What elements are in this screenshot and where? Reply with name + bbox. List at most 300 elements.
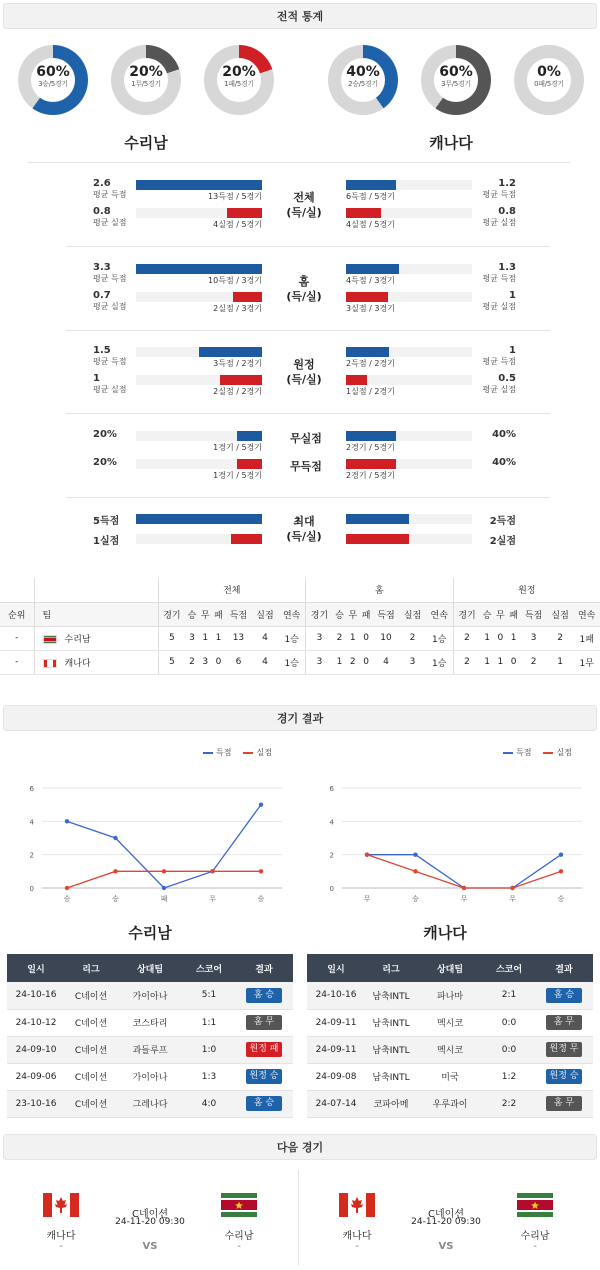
standings-blank [34,578,158,602]
next-match-left-team[interactable]: 캐나다 [46,1231,76,1242]
results-league: C네이션 [65,1063,117,1090]
home-stat-bar-track [136,292,262,302]
standings-cell: 5 [158,650,185,674]
results-header: 상대팀 [417,954,483,982]
flag-canada-icon [43,659,57,668]
legend-conceded-swatch [543,752,553,754]
flag-suriname-icon [221,1193,257,1217]
standings-sub-header: 패 [507,602,520,626]
home-stat-count: 2실점 / 2경기 [213,387,262,396]
chart-point [259,869,263,873]
results-score: 4:0 [183,1090,235,1117]
home-stat-bar-track [136,431,262,441]
record-donut [514,45,584,115]
home-stat-bar [136,514,262,524]
results-score: 0:0 [483,1009,535,1036]
standings-cell: 2 [399,626,426,650]
home-stat-label: 평균 득점 [93,274,127,283]
results-league: 남축INTL [365,982,417,1009]
home-stat-count: 3득점 / 2경기 [213,359,262,368]
stat-category: 최대 (득/실) [286,515,322,543]
donut-center [124,58,168,102]
results-header: 리그 [65,954,117,982]
standings-cell: 4 [252,626,279,650]
standings-cell: 0 [359,626,372,650]
results-row[interactable] [307,1036,593,1063]
donut-percent: 40% [346,64,380,80]
standings-cell: 3 [520,626,547,650]
legend-scored-label: 득점 [216,748,232,757]
next-match-left-team[interactable]: 캐나다 [342,1231,372,1242]
standings-cell: 0 [212,650,225,674]
standings-group-header: 전체 [158,578,306,602]
standings-sub-header: 승 [185,602,198,626]
stat-category: 무실점 [290,432,322,445]
home-stat-label: 평균 득점 [93,357,127,366]
standings-cell: 2 [453,626,480,650]
standings-cell: 2 [185,650,198,674]
away-stat-count: 1실점 / 2경기 [346,387,395,396]
away-stat-bar-track [346,292,472,302]
away-stat-value: 2득점 [489,516,516,527]
chart-series-line-conceded [67,871,261,888]
away-stat-bar [346,347,389,357]
standings-cell: 2 [520,650,547,674]
away-stat-bar [346,514,409,524]
chart-ytick-label: 0 [29,885,34,893]
chart-point [113,869,117,873]
home-stat-bar-track [136,534,262,544]
standings-cell: 1 [199,626,212,650]
chart-ytick-label: 0 [329,885,334,893]
away-team-name: 캐나다 [429,134,473,152]
next-match-vs: VS [438,1241,454,1252]
chart-xtick-label: 승 [63,895,71,903]
results-score: 2:2 [483,1090,535,1117]
results-league: C네이션 [65,1036,117,1063]
results-row[interactable] [307,1063,593,1090]
standings-cell: 1승 [278,650,305,674]
chart-ytick-label: 6 [29,785,34,793]
away-stat-bar [346,534,409,544]
results-opponent: 가이아나 [117,1063,183,1090]
chart-xtick-label: 무 [363,895,371,903]
results-header: 일시 [7,954,65,982]
chart-xtick-label: 무 [509,895,516,903]
away-stat-value: 2실점 [489,536,516,547]
chart-ytick-label: 4 [329,818,334,827]
results-row[interactable] [7,1009,293,1036]
flag-suriname-icon [43,635,57,644]
results-row[interactable] [7,1090,293,1117]
flag-canada-band [339,1193,348,1217]
results-result [535,1063,593,1090]
donut-center [31,58,75,102]
result-badge: 홈 승 [546,988,582,1003]
standings-sub-header: 패 [212,602,225,626]
standings-cell: 1승 [278,626,305,650]
chart-xtick-label: 승 [257,895,265,903]
donut-percent: 60% [36,64,70,80]
chart-point [65,819,69,823]
results-date: 24-10-16 [307,982,365,1009]
results-header: 스코어 [183,954,235,982]
results-date: 24-09-11 [307,1009,365,1036]
home-stat-label: 평균 실점 [93,218,127,227]
standings-cell: 1 [507,626,520,650]
flag-canada-band [366,1193,375,1217]
standings-sub-header: 득점 [520,602,547,626]
chart-series-line-scored [67,805,261,888]
chart-point [559,852,563,856]
away-stat-count: 2경기 / 5경기 [346,471,395,480]
results-opponent: 가이아나 [117,982,183,1009]
home-stat-bar-track [136,459,262,469]
standings-sub-header: 연속 [426,602,453,626]
standings-cell: 1승 [426,626,453,650]
home-stat-label: 평균 득점 [93,190,127,199]
home-results-team-name: 수리남 [128,924,172,942]
next-match-right-team[interactable]: 수리남 [224,1231,254,1242]
flag-canada-icon [43,1193,79,1217]
home-stat-count: 2실점 / 3경기 [213,304,262,313]
results-league: C네이션 [65,1090,117,1117]
donut-center [217,58,261,102]
results-league: 남축INTL [365,1063,417,1090]
home-stat-bar [231,534,263,544]
home-stat-count: 1경기 / 5경기 [213,471,262,480]
standings-rank: - [0,626,34,650]
results-header: 상대팀 [117,954,183,982]
results-league: C네이션 [65,1009,117,1036]
standings-cell: 1 [480,650,493,674]
standings-cell: 1패 [573,626,600,650]
legend-scored-swatch [203,752,213,754]
next-match-vs: VS [142,1241,158,1252]
results-score: 1:0 [183,1036,235,1063]
results-opponent: 멕시코 [417,1009,483,1036]
home-stat-count: 10득점 / 3경기 [208,276,262,285]
chart-point [510,886,514,890]
away-stat-bar [346,180,396,190]
flag-canada-band [70,1193,79,1217]
standings-sub-header: 패 [359,602,372,626]
chart-point [162,869,166,873]
away-stat-label: 평균 실점 [482,385,516,394]
standings-rank: - [0,650,34,674]
donut-center [341,58,385,102]
line-chart [0,745,300,903]
donut-sub: 3무/5경기 [441,80,471,88]
home-stat-bar [237,459,262,469]
results-row[interactable] [7,982,293,1009]
standings-cell: 3 [306,650,333,674]
record-donut [18,45,88,115]
chart-ytick-label: 2 [329,851,334,860]
next-match-left-rank: - [355,1241,359,1252]
flag-suriname-icon [517,1193,553,1217]
standings-cell: 2 [346,650,359,674]
home-stat-value: 1.5 [93,345,111,356]
home-stat-value: 5득점 [93,516,120,527]
standings-cell: 3 [199,650,212,674]
away-stat-value: 0.5 [498,373,516,384]
home-stat-bar [220,375,262,385]
divider [66,246,550,247]
home-stat-bar [136,264,262,274]
divider [66,497,550,498]
donut-sub: 1무/5경기 [131,80,161,88]
results-header: 리그 [365,954,417,982]
record-donut [421,45,491,115]
home-stat-bar-track [136,180,262,190]
chart-xtick-label: 무 [460,895,468,903]
results-opponent: 파나마 [417,982,483,1009]
results-opponent: 멕시코 [417,1036,483,1063]
chart-legend [203,747,272,758]
away-stat-bar-track [346,264,472,274]
match-results-header: 경기 결과 [3,705,597,731]
results-opponent: 그레나다 [117,1090,183,1117]
home-stat-bar [199,347,262,357]
standings-sub-header: 득점 [225,602,252,626]
standings-sub-header: 경기 [306,602,333,626]
chart-point [113,836,117,840]
results-date: 24-09-10 [7,1036,65,1063]
results-league: 코파아메 [365,1090,417,1117]
donut-percent: 60% [439,64,473,80]
donut-sub: 1패/5경기 [224,80,254,88]
standings-sub-header: 무 [494,602,507,626]
standings-cell: 0 [494,626,507,650]
donut-center [527,58,571,102]
away-stat-bar-track [346,180,472,190]
donut-percent: 20% [129,64,163,80]
donut-sub: 2승/5경기 [348,80,378,88]
away-stat-count: 3실점 / 3경기 [346,304,395,313]
results-score: 1:3 [183,1063,235,1090]
results-result [235,1036,293,1063]
home-stat-bar [233,292,262,302]
away-stat-label: 평균 득점 [482,190,516,199]
away-stat-bar-track [346,347,472,357]
results-result [535,982,593,1009]
results-row[interactable] [7,1063,293,1090]
standings-sub-header: 연속 [573,602,600,626]
next-match-league: C네이션 [428,1209,464,1220]
results-league: 남축INTL [365,1036,417,1063]
chart-point [413,852,417,856]
flag-canada-icon [339,1193,375,1217]
away-stat-bar [346,375,367,385]
home-stat-value: 1 [93,373,100,384]
home-stat-value: 0.7 [93,290,111,301]
standings-cell: 5 [158,626,185,650]
standings-cell: 0 [507,650,520,674]
chart-point [259,802,263,806]
result-badge: 홈 무 [546,1015,582,1030]
standings-row[interactable] [0,650,600,674]
results-row[interactable] [307,1090,593,1117]
home-team-name: 수리남 [124,134,168,152]
results-result [535,1036,593,1063]
next-match-right-team[interactable]: 수리남 [520,1231,550,1242]
home-stat-value: 2.6 [93,178,111,189]
standings-sub-header: 득점 [373,602,400,626]
away-stat-label: 평균 득점 [482,357,516,366]
chart-xtick-label: 승 [112,895,119,903]
standings-row[interactable] [0,626,600,650]
result-badge: 원정 패 [246,1042,282,1057]
results-header: 결과 [235,954,293,982]
home-stat-label: 평균 실점 [93,385,127,394]
results-result [235,982,293,1009]
donut-sub: 3승/5경기 [38,80,68,88]
chart-point [365,852,369,856]
away-stat-label: 평균 실점 [482,218,516,227]
results-result [535,1090,593,1117]
results-date: 24-09-08 [307,1063,365,1090]
legend-scored-label: 득점 [516,748,532,757]
results-date: 24-07-14 [307,1090,365,1117]
chart-ytick-label: 6 [329,785,334,793]
away-stat-count: 4실점 / 5경기 [346,220,395,229]
chart-series-line-conceded [367,855,561,888]
away-stat-value: 40% [492,457,516,468]
home-stat-value: 3.3 [93,262,111,273]
standings-team[interactable] [34,626,158,650]
donut-center [434,58,478,102]
away-stat-bar-track [346,431,472,441]
results-score: 5:1 [183,982,235,1009]
chart-ytick-label: 2 [29,851,34,860]
results-league: 남축INTL [365,1009,417,1036]
standings-cell: 6 [225,650,252,674]
standings-sub-header: 경기 [158,602,185,626]
standings-cell: 1승 [426,650,453,674]
next-match-left-rank: - [59,1241,63,1252]
standings-cell: 2 [453,650,480,674]
result-badge: 홈 승 [246,1096,282,1111]
standings-group-header: 홈 [306,578,454,602]
away-stat-count: 6득점 / 5경기 [346,192,395,201]
record-stats-header: 전적 통계 [3,3,597,29]
away-stat-value: 0.8 [498,206,516,217]
standings-team-name: 수리남 [64,634,91,645]
home-stat-value: 20% [93,429,117,440]
line-chart [300,745,600,903]
stat-category: 전체 (득/실) [286,191,322,219]
away-stat-bar-track [346,375,472,385]
donut-percent: 20% [222,64,256,80]
next-match-header: 다음 경기 [3,1134,597,1160]
standings-cell: 10 [373,626,400,650]
away-stat-bar-track [346,459,472,469]
standings-sub-header: 연속 [278,602,305,626]
standings-group-header: 원정 [453,578,600,602]
next-match-league: C네이션 [132,1209,168,1220]
standings-sub-header: 무 [199,602,212,626]
away-stat-bar-track [346,514,472,524]
next-match-right-rank: - [237,1241,241,1252]
next-match-divider [298,1170,299,1265]
next-match-right-rank: - [533,1241,537,1252]
results-header: 스코어 [483,954,535,982]
standings-cell: 1 [547,650,574,674]
results-league: C네이션 [65,982,117,1009]
result-badge: 원정 무 [546,1042,582,1057]
away-stat-value: 1.3 [498,262,516,273]
standings-blank [0,578,34,602]
divider [66,330,550,331]
home-stat-bar-track [136,208,262,218]
standings-sub-header: 실점 [252,602,279,626]
away-stat-bar [346,264,399,274]
result-badge: 홈 무 [546,1096,582,1111]
chart-point [65,886,69,890]
standings-cell: 3 [306,626,333,650]
results-row[interactable] [7,1036,293,1063]
away-stat-bar [346,208,381,218]
divider [66,413,550,414]
standings-cell: 1 [480,626,493,650]
next-match-datetime: 24-11-20 09:30 [411,1217,481,1227]
chart-point [162,886,166,890]
home-stat-value: 1실점 [93,536,120,547]
away-stat-value: 1.2 [498,178,516,189]
results-score: 0:0 [483,1036,535,1063]
donut-sub: 0패/5경기 [534,80,564,88]
results-opponent: 과들루프 [117,1036,183,1063]
results-row[interactable] [307,982,593,1009]
away-stat-bar [346,292,388,302]
standings-table [0,578,600,675]
results-result [235,1063,293,1090]
standings-team[interactable] [34,650,158,674]
results-date: 24-10-16 [7,982,65,1009]
standings-sub-header: 승 [480,602,493,626]
standings-cell: 3 [399,650,426,674]
legend-conceded-label: 실점 [256,748,272,757]
results-date: 24-09-11 [307,1036,365,1063]
chart-legend [503,747,572,758]
stat-category: 무득점 [290,460,322,473]
results-table-home [7,954,293,1118]
home-stat-count: 4실점 / 5경기 [213,220,262,229]
results-row[interactable] [307,1009,593,1036]
away-results-team-name: 캐나다 [423,924,467,942]
result-badge: 홈 무 [246,1015,282,1030]
next-match-datetime: 24-11-20 09:30 [115,1217,185,1227]
away-stat-label: 평균 실점 [482,302,516,311]
chart-point [462,886,466,890]
legend-scored-swatch [503,752,513,754]
chart-xtick-label: 승 [557,895,565,903]
away-stat-bar [346,459,396,469]
results-result [535,1009,593,1036]
record-donut [328,45,398,115]
results-result [235,1009,293,1036]
home-stat-bar-track [136,264,262,274]
away-stat-value: 1 [509,290,516,301]
home-stat-count: 1경기 / 5경기 [213,443,262,452]
away-stat-label: 평균 득점 [482,274,516,283]
results-opponent: 코스타리 [117,1009,183,1036]
results-date: 24-09-06 [7,1063,65,1090]
flag-canada-band [43,1193,52,1217]
results-date: 23-10-16 [7,1090,65,1117]
away-stat-value: 1 [509,345,516,356]
